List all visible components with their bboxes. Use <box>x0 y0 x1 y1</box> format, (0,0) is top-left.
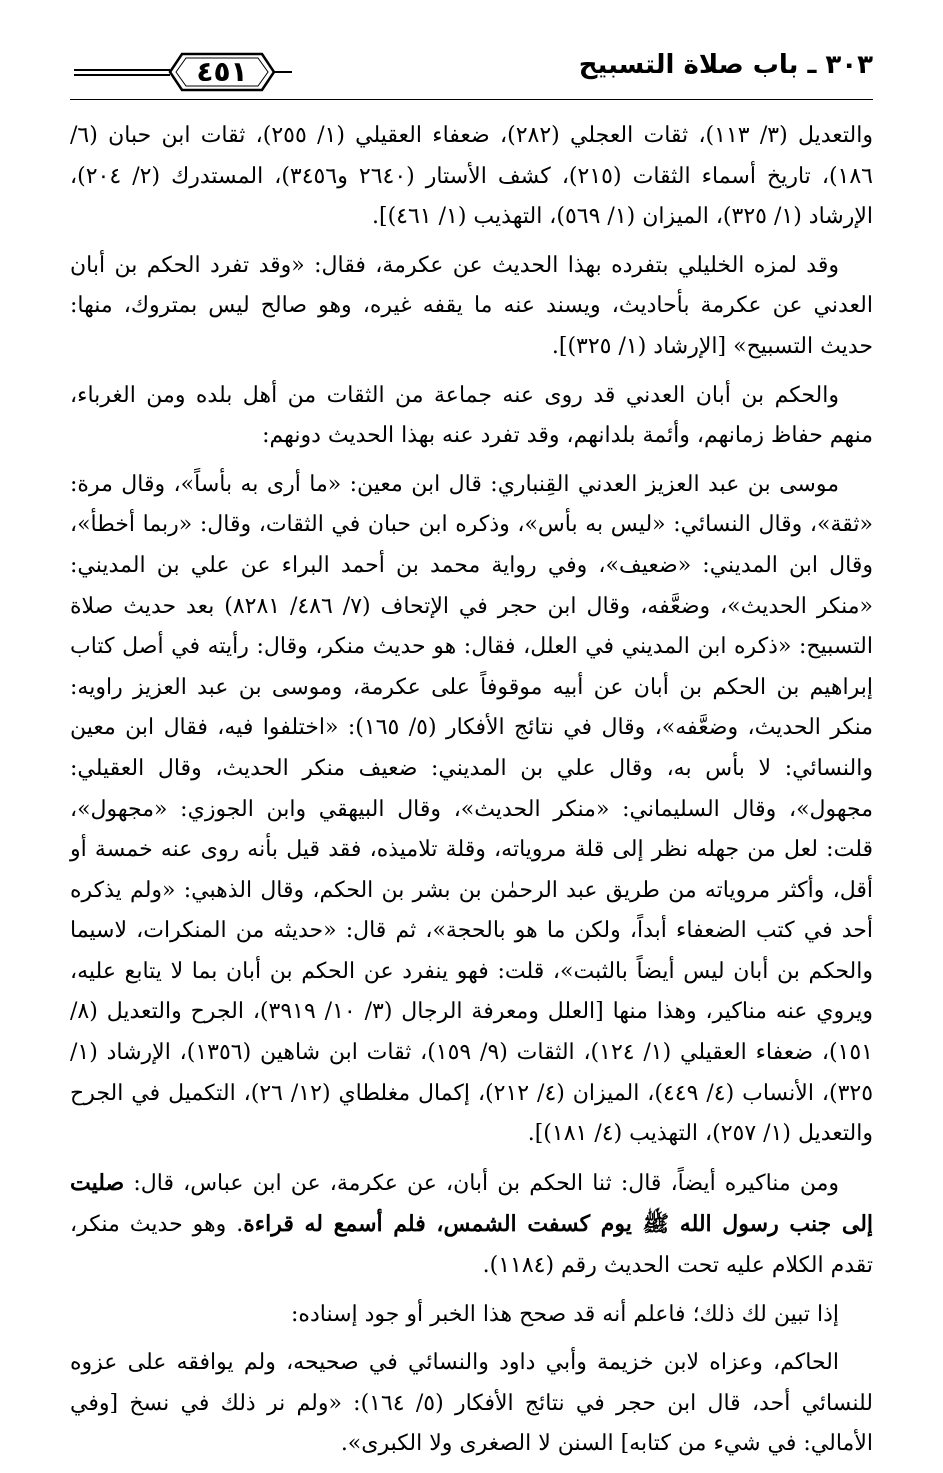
paragraph-5-intro: ومن مناكيره أيضاً، قال: ثنا الحكم بن أبان، عن عكرمة، عن ابن عباس، قال: <box>124 1170 839 1196</box>
paragraph-7: الحاكم، وعزاه لابن خزيمة وأبي داود والنسائي في صحيحه، ولم يوافقه على عزوه للنسائي أحد، قال ابن حجر في نتائج الأفكار (٥/ ١٦٤): «ولم نر ذلك في نسخ [وفي الأمالي: في شيء من كتابه] السنن لا الصغرى ولا الكبرى». <box>70 1350 873 1457</box>
main-text <box>70 116 873 1473</box>
page-number-ornament <box>70 44 295 100</box>
paragraph-2: وقد لمزه الخليلي بتفرده بهذا الحديث عن عكرمة، فقال: «وقد تفرد الحكم بن أبان العدني عن عكرمة بأحاديث، ويسند عنه ما يقفه غيره، وهو صالح ليس بمتروك، منها: حديث التسبيح» [الإرشاد (١/ ٣٢٥)]. <box>70 252 873 359</box>
paragraph-5-rest: . وهو حديث منكر، تقدم الكلام عليه تحت الحديث رقم (١١٨٤). <box>70 1212 873 1279</box>
paragraph-5 <box>70 1163 873 1287</box>
page-number: ٤٥١ <box>196 55 248 88</box>
paragraph-3: والحكم بن أبان العدني قد روى عنه جماعة من الثقات من أهل بلده ومن الغرباء، منهم حفاظ زمانهم، وأئمة بلدانهم، وقد تفرد عنه بهذا الحديث دونهم: <box>70 382 873 449</box>
page-header <box>70 44 873 100</box>
hadith-quote: صليت إلى جنب رسول الله ﷺ يوم كسفت الشمس، فلم أسمع له قراءة <box>70 1169 874 1238</box>
chapter-title: ٣٠٣ ـ باب صلاة التسبيح <box>578 50 873 80</box>
paragraph-6: إذا تبين لك ذلك؛ فاعلم أنه قد صحح هذا الخبر أو جود إسناده: <box>291 1301 839 1327</box>
paragraph-1: والتعديل (٣/ ١١٣)، ثقات العجلي (٢٨٢)، ضعفاء العقيلي (١/ ٢٥٥)، ثقات ابن حبان (٦/ ١٨٦)، تاريخ أسماء الثقات (٢١٥)، كشف الأستار (٢٦٤٠ و٣٤٥٦)، المستدرك (٢/ ٢٠٤)، الإرشاد (١/ ٣٢٥)، الميزان (١/ ٥٦٩)، التهذيب (١/ ٤٦١)]. <box>70 123 873 230</box>
header-divider <box>70 99 873 100</box>
paragraph-4: موسى بن عبد العزيز العدني القِنباري: قال ابن معين: «ما أرى به بأساً»، وقال مرة: «ثقة»، وقال النسائي: «ليس به بأس»، وذكره ابن حبان في الثقات، وقال: «ربما أخطأ»، وقال ابن المديني: «ضعيف»، وفي رواية محمد بن أحمد البراء عن علي بن المديني: «منكر الحديث»، وضعَّفه، وقال ابن حجر في الإتحاف (٧/ ٤٨٦/ ٨٢٨١) بعد حديث صلاة التسبيح: «ذكره ابن المديني في العلل، فقال: هو حديث منكر، وقال: رأيته في أصل كتاب إبراهيم بن الحكم بن أبان عن أبيه موقوفاً على عكرمة، وموسى بن عبد العزيز راويه: منكر الحديث، وضعَّفه»، وقال في نتائج الأفكار (٥/ ١٦٥): «اختلفوا فيه، فقال ابن معين والنسائي: لا بأس به، وقال علي بن المديني: ضعيف منكر الحديث، وقال العقيلي: مجهول»، وقال السليماني: «منكر الحديث»، وقال البيهقي وابن الجوزي: «مجهول»، قلت: لعل من جهله نظر إلى قلة مروياته، وقلة تلاميذه، فقد قيل بأنه روى عنه خمسة أو أقل، وأكثر مروياته من طريق عبد الرحمٰن بن بشر بن الحكم، وقال الذهبي: «ولم يذكره أحد في كتب الضعفاء أبداً، ولكن ما هو بالحجة»، ثم قال: «حديثه من المنكرات، لاسيما والحكم بن أبان ليس أيضاً بالثبت»، قلت: فهو ينفرد عن الحكم بن أبان بما لا يتابع عليه، ويروي عنه مناكير، وهذا منها [العلل ومعرفة الرجال (٣/ ١٠/ ٣٩١٩)، الجرح والتعديل (٨/ ١٥١)، ضعفاء العقيلي (١/ ١٢٤)، الثقات (٩/ ١٥٩)، ثقات ابن شاهين (١٣٥٦)، الإرشاد (١/ ٣٢٥)، الأنساب (٤/ ٤٤٩)، الميزان (٤/ ٢١٢)، إكمال مغلطاي (١٢/ ٢٦)، التكميل في الجرح والتعديل (١/ ٢٥٧)، التهذيب (٤/ ١٨١)]. <box>70 471 874 1147</box>
